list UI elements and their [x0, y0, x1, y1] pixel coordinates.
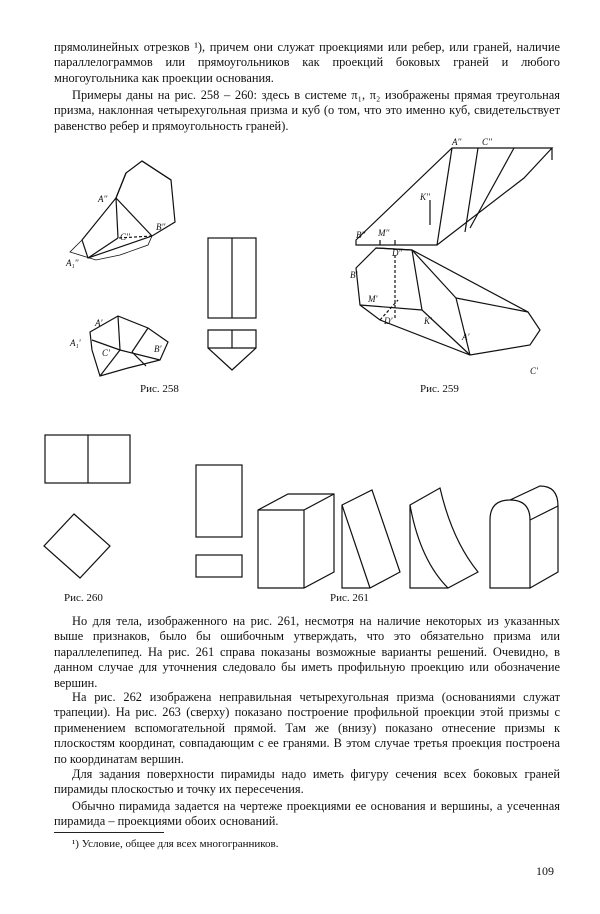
- paragraph-5: Для задания поверхности пирамиды надо иметь фигуру сечения всех боковых граней пирамиды плоскостью и точку их пересечения.: [54, 767, 560, 797]
- label-a11: A₁': [70, 338, 81, 348]
- fig261-projections: [196, 465, 242, 577]
- label-259-c2: C'': [482, 137, 492, 147]
- label-a12: A₁'': [66, 258, 79, 268]
- paragraph-6: Обычно пирамида задается на чертеже проекциями ее основания и вершины, а усеченная пирамида – проекциями обоих оснований.: [54, 799, 560, 829]
- label-259-d1: D': [384, 316, 393, 326]
- fig261-box: [258, 494, 334, 588]
- fig261-rounded-block: [490, 486, 558, 588]
- paragraph-4: На рис. 262 изображена неправильная четырехугольная призма (основаниями служат трапеции). На рис. 263 (сверху) показано построение профильной проекции этой призмы с применением вспомогательной прямой. Там же (внизу) показано отнесение призмы к плоскостям координат, совпадающим с ее гранями. В этом случае третья проекция построена по координатам вершин.: [54, 690, 560, 766]
- caption-fig258: Рис. 258: [140, 383, 179, 395]
- label-259-k1: K': [424, 316, 432, 326]
- label-259-b2: B'': [356, 230, 366, 240]
- label-259-c1: C': [530, 366, 538, 376]
- label-259-a2: A'': [452, 137, 462, 147]
- fig261-wedge: [342, 490, 400, 588]
- paragraph-3: Но для тела, изображенного на рис. 261, несмотря на наличие некоторых из указанных выше признаков, было бы ошибочным утверждать, что это обязательно призма или параллелепипед. На рис. 261 справа показаны возможные варианты решений. Очевидно, в данном случае для уточнения следовало бы иметь профильную проекцию или обозначение вершин.: [54, 614, 560, 690]
- label-a1: A': [95, 318, 103, 328]
- label-c2: C'': [120, 232, 130, 242]
- footnote-rule: [54, 832, 164, 833]
- label-259-m2: M'': [378, 228, 390, 238]
- caption-fig261: Рис. 261: [330, 592, 369, 604]
- caption-fig259: Рис. 259: [420, 383, 459, 395]
- paragraph-intro-2: Примеры даны на рис. 258 – 260: здесь в системе π₁, π₂ изображены прямая треугольная призма, наклонная четырехугольная призма и куб (о том, что это именно куб, свидетельствует равенство ребер и прямоугольность граней).: [54, 88, 560, 133]
- caption-fig260: Рис. 260: [64, 592, 103, 604]
- label-259-m1: M': [368, 294, 378, 304]
- footnote: ¹) Условие, общее для всех многогранников.: [72, 838, 279, 850]
- fig261-curved-wedge: [410, 488, 478, 588]
- label-a2: A'': [98, 194, 108, 204]
- fig260-drawing: [44, 435, 130, 578]
- label-259-k2: K'': [420, 192, 430, 202]
- fig259-lower-prism: [356, 248, 540, 355]
- label-b1: B': [154, 344, 162, 354]
- label-b2: B'': [156, 222, 166, 232]
- label-259-d2: D'': [392, 248, 403, 258]
- page-number: 109: [536, 864, 554, 878]
- paragraph-intro-1: прямолинейных отрезков ¹), причем они служат проекциями или ребер, или граней, наличие параллелограммов или прямоугольников как проекций боковых граней и любого многоугольника как проекции основания.: [54, 40, 560, 85]
- fig258-column: [208, 238, 256, 370]
- fig258-frontal-prism: [70, 161, 175, 260]
- label-259-a1: A': [462, 332, 470, 342]
- label-c1: C': [102, 348, 110, 358]
- label-259-b1: B': [350, 270, 358, 280]
